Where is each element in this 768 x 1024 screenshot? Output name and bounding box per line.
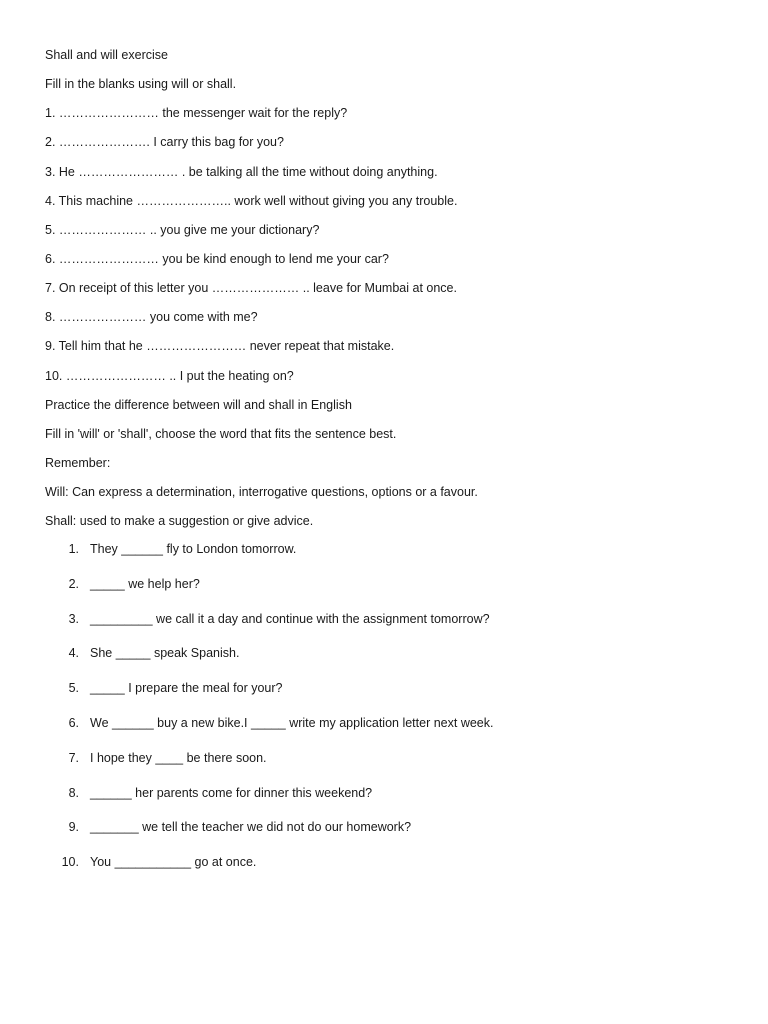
item-text: She _____ speak Spanish. bbox=[90, 646, 240, 661]
part1-item: 10. …………………… .. I put the heating on? bbox=[45, 368, 294, 383]
item-number: 8. bbox=[68, 785, 79, 800]
item-number: 3. bbox=[68, 611, 79, 626]
item-text: They ______ fly to London tomorrow. bbox=[90, 542, 297, 556]
list-item bbox=[45, 680, 735, 696]
item-number: 2. bbox=[68, 576, 79, 591]
list-item bbox=[45, 576, 735, 592]
worksheet-page bbox=[45, 47, 735, 870]
list-item bbox=[45, 715, 735, 731]
item-text: I hope they ____ be there soon. bbox=[90, 750, 267, 765]
part1-instruction: Fill in the blanks using will or shall. bbox=[45, 77, 237, 92]
worksheet-title: Shall and will exercise bbox=[45, 48, 168, 62]
part1-item: 3. He …………………… . be talking all the time without doing anything. bbox=[45, 164, 438, 179]
part1-item: 4. This machine ………………….. work well without giving you any trouble. bbox=[45, 193, 458, 208]
item-text: You ___________ go at once. bbox=[90, 855, 257, 870]
list-item bbox=[45, 819, 735, 835]
item-number: 1. bbox=[68, 542, 79, 556]
list-item bbox=[45, 611, 735, 627]
part2-heading: Practice the difference between will and shall in English bbox=[45, 397, 352, 412]
list-item bbox=[45, 645, 735, 661]
part1-item: 5. ………………… .. you give me your dictionary? bbox=[45, 222, 320, 237]
item-number: 9. bbox=[68, 820, 79, 835]
list-item bbox=[45, 785, 735, 801]
item-text: We ______ buy a new bike.I _____ write my application letter next week. bbox=[90, 715, 494, 730]
part1-item: 1. …………………… the messenger wait for the reply? bbox=[45, 106, 348, 121]
list-item bbox=[45, 541, 735, 557]
item-number: 7. bbox=[68, 750, 79, 765]
part2-exercise-list bbox=[45, 541, 735, 889]
part1-item: 6. …………………… you be kind enough to lend me your car? bbox=[45, 251, 389, 266]
item-text: _____ I prepare the meal for your? bbox=[90, 681, 283, 696]
item-number: 10. bbox=[61, 855, 79, 870]
will-note: Will: Can express a determination, interrogative questions, options or a favour. bbox=[45, 485, 478, 500]
list-item bbox=[45, 750, 735, 766]
item-text: _______ we tell the teacher we did not do our homework? bbox=[90, 820, 412, 835]
part1-item: 8. ………………… you come with me? bbox=[45, 310, 258, 325]
part2-instruction: Fill in 'will' or 'shall', choose the word that fits the sentence best. bbox=[45, 426, 397, 441]
item-text: ______ her parents come for dinner this weekend? bbox=[90, 785, 373, 800]
item-text: _____ we help her? bbox=[90, 576, 200, 591]
list-item bbox=[45, 854, 735, 870]
item-number: 5. bbox=[68, 681, 79, 696]
part1-item: 2. …………………. I carry this bag for you? bbox=[45, 135, 284, 150]
shall-note: Shall: used to make a suggestion or give advice. bbox=[45, 514, 314, 529]
part1-item: 9. Tell him that he …………………… never repeat that mistake. bbox=[45, 339, 395, 354]
remember-label: Remember: bbox=[45, 455, 111, 470]
item-number: 4. bbox=[68, 646, 79, 661]
part1-item: 7. On receipt of this letter you ………………… .. leave for Mumbai at once. bbox=[45, 281, 457, 296]
item-number: 6. bbox=[68, 715, 79, 730]
item-text: _________ we call it a day and continue with the assignment tomorrow? bbox=[90, 611, 490, 626]
